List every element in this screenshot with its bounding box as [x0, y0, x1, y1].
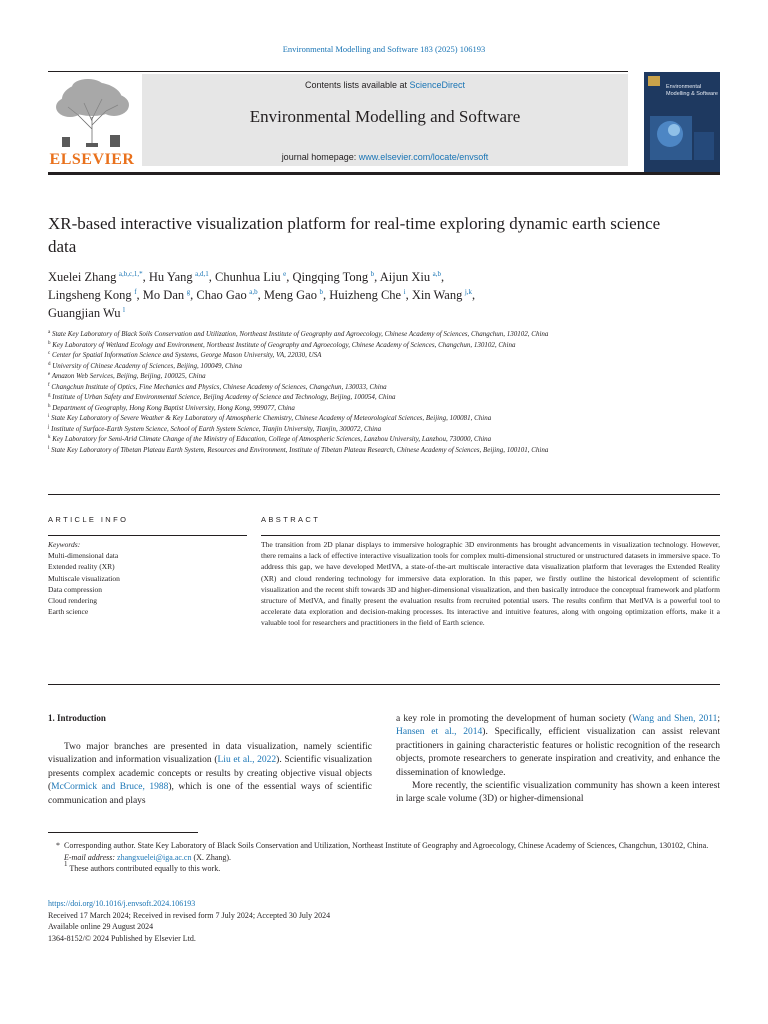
- affiliation-key: c: [48, 351, 51, 356]
- author[interactable]: [149, 270, 209, 284]
- affiliation-key: h: [48, 403, 51, 409]
- affiliation-item: [48, 382, 720, 393]
- footnote-mark: *: [56, 841, 60, 850]
- author[interactable]: [329, 288, 405, 302]
- masthead-top-rule: [48, 71, 628, 72]
- received-dates: Received 17 March 2024; Received in revised form 7 July 2024; Accepted 30 July 2024: [48, 910, 331, 920]
- author-name[interactable]: Guangjian Wu: [48, 306, 121, 320]
- intro-right-column: [396, 713, 720, 807]
- copyright-line: 1364-8152/© 2024 Published by Elsevier Ltd.: [48, 933, 196, 943]
- equal-contribution-text: These authors contributed equally to this work.: [69, 864, 221, 873]
- keywords-label: Keywords:: [48, 540, 81, 549]
- keyword-item: Extended reality (XR): [48, 562, 115, 572]
- author-name[interactable]: Aijun Xiu: [379, 270, 431, 284]
- affiliation-text: Institute of Urban Safety and Environmental Science, Beijing Academy of Science and Technology, Beijing, 100054, China: [52, 393, 396, 401]
- author[interactable]: [412, 288, 472, 302]
- author-affiliation-marks[interactable]: g: [186, 288, 191, 296]
- affiliation-item: [48, 424, 720, 435]
- author-name[interactable]: Xuelei Zhang: [48, 270, 117, 284]
- article-info-heading: ARTICLE INFO: [48, 515, 129, 524]
- affiliation-list: [48, 329, 720, 455]
- author-affiliation-marks[interactable]: a,d,1: [195, 270, 209, 278]
- author-name[interactable]: Xin Wang: [411, 288, 463, 302]
- footnotes: [48, 840, 720, 875]
- elsevier-wordmark: ELSEVIER: [49, 151, 135, 168]
- corresponding-author-note: [48, 840, 720, 852]
- corresponding-author-text: Corresponding author. State Key Laboratory of Black Soils Conservation and Utilization, Northeast Institute of Geography and Agroecology, Chinese Academy of Sciences, Changchun, 130102, China.: [64, 841, 709, 850]
- journal-banner: [142, 74, 628, 166]
- masthead-bottom-rule: [48, 172, 720, 175]
- author-affiliation-marks[interactable]: a,b,c,1,*: [118, 270, 143, 278]
- author[interactable]: [196, 288, 257, 302]
- elsevier-tree-icon: [48, 77, 136, 149]
- author-affiliation-marks[interactable]: b: [319, 288, 323, 296]
- author-name[interactable]: Hu Yang: [148, 270, 193, 284]
- affiliation-item: [48, 434, 720, 445]
- affiliation-key: g: [48, 393, 51, 398]
- publication-info: [48, 898, 720, 944]
- intro-text: a key role in promoting the development of human society (: [396, 714, 633, 724]
- keyword-item: Earth science: [48, 607, 89, 617]
- affiliation-item: [48, 329, 720, 340]
- affiliation-text: Department of Geography, Hong Kong Baptist University, Hong Kong, 999077, China: [52, 403, 295, 412]
- affiliation-text: Institute of Surface-Earth System Science, School of Earth System Science, Tianjin University, Tianjin, 300072, China: [51, 424, 382, 433]
- author-affiliation-marks[interactable]: b: [370, 270, 375, 278]
- journal-masthead: [48, 71, 720, 172]
- affiliation-item: [48, 340, 720, 351]
- affiliation-item: [48, 392, 720, 403]
- author-name[interactable]: Chunhua Liu: [215, 270, 281, 284]
- info-heading-rule: [48, 535, 247, 536]
- affiliation-text: Changchun Institute of Optics, Fine Mechanics and Physics, Chinese Academy of Sciences, Changchun, 130033, China: [51, 382, 387, 391]
- affiliation-key: l: [48, 445, 50, 451]
- author[interactable]: [380, 270, 441, 284]
- author[interactable]: [143, 288, 190, 302]
- abstract-heading-rule: [261, 535, 720, 536]
- journal-citation[interactable]: Environmental Modelling and Software 183 (2025) 106193: [282, 44, 486, 54]
- journal-cover-thumbnail[interactable]: [644, 72, 720, 172]
- affiliation-item: [48, 403, 720, 414]
- intro-text: ), which is one of the essential ways of scientific communication and plays: [48, 782, 373, 806]
- affiliation-text: State Key Laboratory of Tibetan Plateau Earth System, Resources and Environment, Institute of Tibetan Plateau Research, Chinese Academy of Sciences, Beijing, 100101, China: [51, 445, 549, 454]
- author-affiliation-marks[interactable]: l: [123, 306, 125, 314]
- author[interactable]: [48, 270, 143, 284]
- intro-left-column: [48, 741, 372, 808]
- keyword-item: Multi-dimensional data: [48, 551, 119, 561]
- affiliation-key: k: [48, 435, 51, 440]
- author-affiliation-marks[interactable]: j,k: [464, 288, 473, 296]
- footnote-mark: 1: [64, 860, 68, 868]
- affiliation-key: e: [48, 372, 51, 377]
- article-title: XR-based interactive visualization platform for real-time exploring dynamic earth science data: [48, 214, 661, 256]
- info-top-rule: [48, 494, 720, 495]
- author-name[interactable]: Chao Gao: [196, 288, 247, 302]
- author-affiliation-marks[interactable]: i: [403, 288, 406, 296]
- keyword-item: Cloud rendering: [48, 596, 97, 606]
- abstract-text: The transition from 2D planar displays to immersive holographic 3D environments has brought advancements in visualization technology. However, there remains a lack of effective interactive visualization tools for complex multi-dimensional structured or unstructured datasets in immersive space. To address this gap, we have developed MetIVA, a state-of-the-art multiscale interactive data visualization platform that leverages the Extended Reality (XR) and cloud rendering technology for immersive data exploration. In this paper, we firstly outline the historical development of scientific visualization and the recent shift towards 3D and higher-dimensional visualization, and then basically introduce the conceptual framework and platform structure of MetIVA, and finally present the evaluation results from recruited potential users. The results confirm that MetIVA is a powerful tool to accelerate data exploration and decision-making processes. Its interactive and intuitive features, along with ongoing optimization efforts, make it a valuable tool for researchers and practitioners in the field of Earth science.: [261, 540, 720, 628]
- author-affiliation-marks[interactable]: e: [283, 270, 287, 278]
- citation-link[interactable]: Hansen et al., 2014: [396, 727, 483, 738]
- affiliation-text: Center for Spatial Information Science and Systems, George Mason University, VA, 22030, USA: [51, 351, 322, 359]
- affiliation-text: State Key Laboratory of Black Soils Conservation and Utilization, Northeast Institute of Geography and Agroecology, Chinese Academy of Sciences, Changchun, 130102, China: [51, 330, 549, 338]
- affiliation-item: [48, 413, 720, 424]
- affiliation-key: a: [48, 330, 51, 335]
- email-suffix: (X. Zhang).: [191, 852, 232, 862]
- intro-text: ). Scientific visualization presents complex academic concepts or results by creating objective visual objects (: [48, 755, 372, 793]
- author-affiliation-marks[interactable]: f: [134, 288, 137, 296]
- author-affiliation-marks[interactable]: a,b: [249, 288, 258, 296]
- affiliation-item: [48, 371, 720, 382]
- author[interactable]: [215, 270, 286, 284]
- citation-link[interactable]: McCormick and Bruce, 1988: [51, 782, 169, 793]
- abstract-bottom-rule: [48, 684, 720, 685]
- sciencedirect-link[interactable]: ScienceDirect: [409, 80, 466, 90]
- affiliation-key: f: [48, 382, 50, 388]
- keyword-item: Data compression: [48, 584, 102, 594]
- author-name[interactable]: Lingsheng Kong: [48, 288, 132, 302]
- affiliation-item: [48, 361, 720, 372]
- cover-title: Environmental Modelling & Software: [666, 84, 718, 97]
- journal-title: Environmental Modelling and Software: [249, 107, 521, 126]
- affiliation-key: i: [48, 414, 50, 419]
- elsevier-logo[interactable]: [48, 77, 136, 169]
- available-online: Available online 29 August 2024: [48, 922, 154, 931]
- email-link[interactable]: zhangxuelei@iga.ac.cn: [117, 852, 192, 862]
- affiliation-key: b: [48, 340, 51, 346]
- affiliation-key: j: [48, 424, 50, 430]
- author[interactable]: [48, 306, 125, 320]
- author-affiliation-marks[interactable]: a,b: [432, 270, 441, 278]
- author[interactable]: [48, 288, 137, 302]
- keywords-block: [48, 539, 248, 617]
- author[interactable]: [293, 270, 375, 284]
- author-name[interactable]: Huizheng Che: [329, 288, 402, 302]
- citation-link[interactable]: Liu et al., 2022: [217, 755, 277, 766]
- homepage-link[interactable]: www.elsevier.com/locate/envsoft: [358, 152, 489, 162]
- equal-contribution-note: [48, 860, 720, 875]
- affiliation-text: University of Chinese Academy of Sciences, Beijing, 100049, China: [52, 361, 243, 370]
- homepage-line: [142, 152, 628, 162]
- author[interactable]: [264, 288, 323, 302]
- keyword-item: Multiscale visualization: [48, 573, 120, 583]
- author-list: Xuelei Zhang $^{a,b,c,1,*}$, Hu Yang $^{a,d,1}$, Chunhua Liu $^e$, Qingqing Tong $^b$, Aijun Xiu $^{a,b}$, Lingsheng Kong $^f$, Mo Dan $^g$, Chao Gao $^{a,b}$, Meng Gao $^b$, Huizheng Che $^i$, Xin Wang $^{j,k}$, Guangjian Wu $^l$: [48, 270, 476, 320]
- affiliation-text: Key Laboratory for Semi-Arid Climate Change of the Ministry of Education, College of Atmospheric Sciences, Lanzhou University, Lanzhou, 730000, China: [52, 435, 492, 443]
- section-heading-introduction: 1. Introduction: [48, 713, 106, 723]
- homepage-prefix: journal homepage:: [281, 152, 359, 162]
- affiliation-text: Key Laboratory of Wetland Ecology and Environment, Northeast Institute of Geography and Agroecology, Chinese Academy of Sciences, Changchun, 130102, China: [52, 340, 516, 349]
- affiliation-item: [48, 445, 720, 456]
- intro-paragraph: [396, 713, 720, 780]
- affiliation-text: Amazon Web Services, Beijing, Beijing, 100025, China: [51, 372, 206, 380]
- intro-paragraph: More recently, the scientific visualization community has shown a keen interest in large scale volume (3D) or higher-dimensional: [396, 781, 720, 805]
- intro-text: Two major branches are presented in data visualization, namely scientific visualization and information visualization (: [48, 742, 372, 766]
- email-label: E-mail address:: [64, 852, 116, 862]
- contents-prefix: Contents lists available at: [304, 80, 410, 90]
- email-note: [48, 852, 720, 864]
- affiliation-item: [48, 350, 720, 361]
- doi-link[interactable]: https://doi.org/10.1016/j.envsoft.2024.106193: [48, 899, 196, 908]
- citation-link[interactable]: Wang and Shen, 2011: [632, 714, 718, 724]
- contents-line: [142, 80, 628, 90]
- citation-separator: ;: [717, 714, 720, 724]
- affiliation-key: d: [48, 361, 51, 367]
- author-name[interactable]: Qingqing Tong: [292, 270, 369, 284]
- intro-text: ). Specifically, efficient visualization can assist relevant practitioners in gaining characteristic features or holistic recognition of the research objects, promote researchers to generate inspiration and creativity, and enhance the dissemination of knowledge.: [396, 727, 721, 778]
- affiliation-text: State Key Laboratory of Severe Weather & Key Laboratory of Atmospheric Chemistry, Chinese Academy of Meteorological Sciences, Beijing, 100081, China: [51, 414, 492, 422]
- author-name[interactable]: Meng Gao: [263, 288, 317, 302]
- footnote-rule: [48, 832, 198, 833]
- abstract-heading: ABSTRACT: [261, 515, 321, 524]
- author-name[interactable]: Mo Dan: [142, 288, 185, 302]
